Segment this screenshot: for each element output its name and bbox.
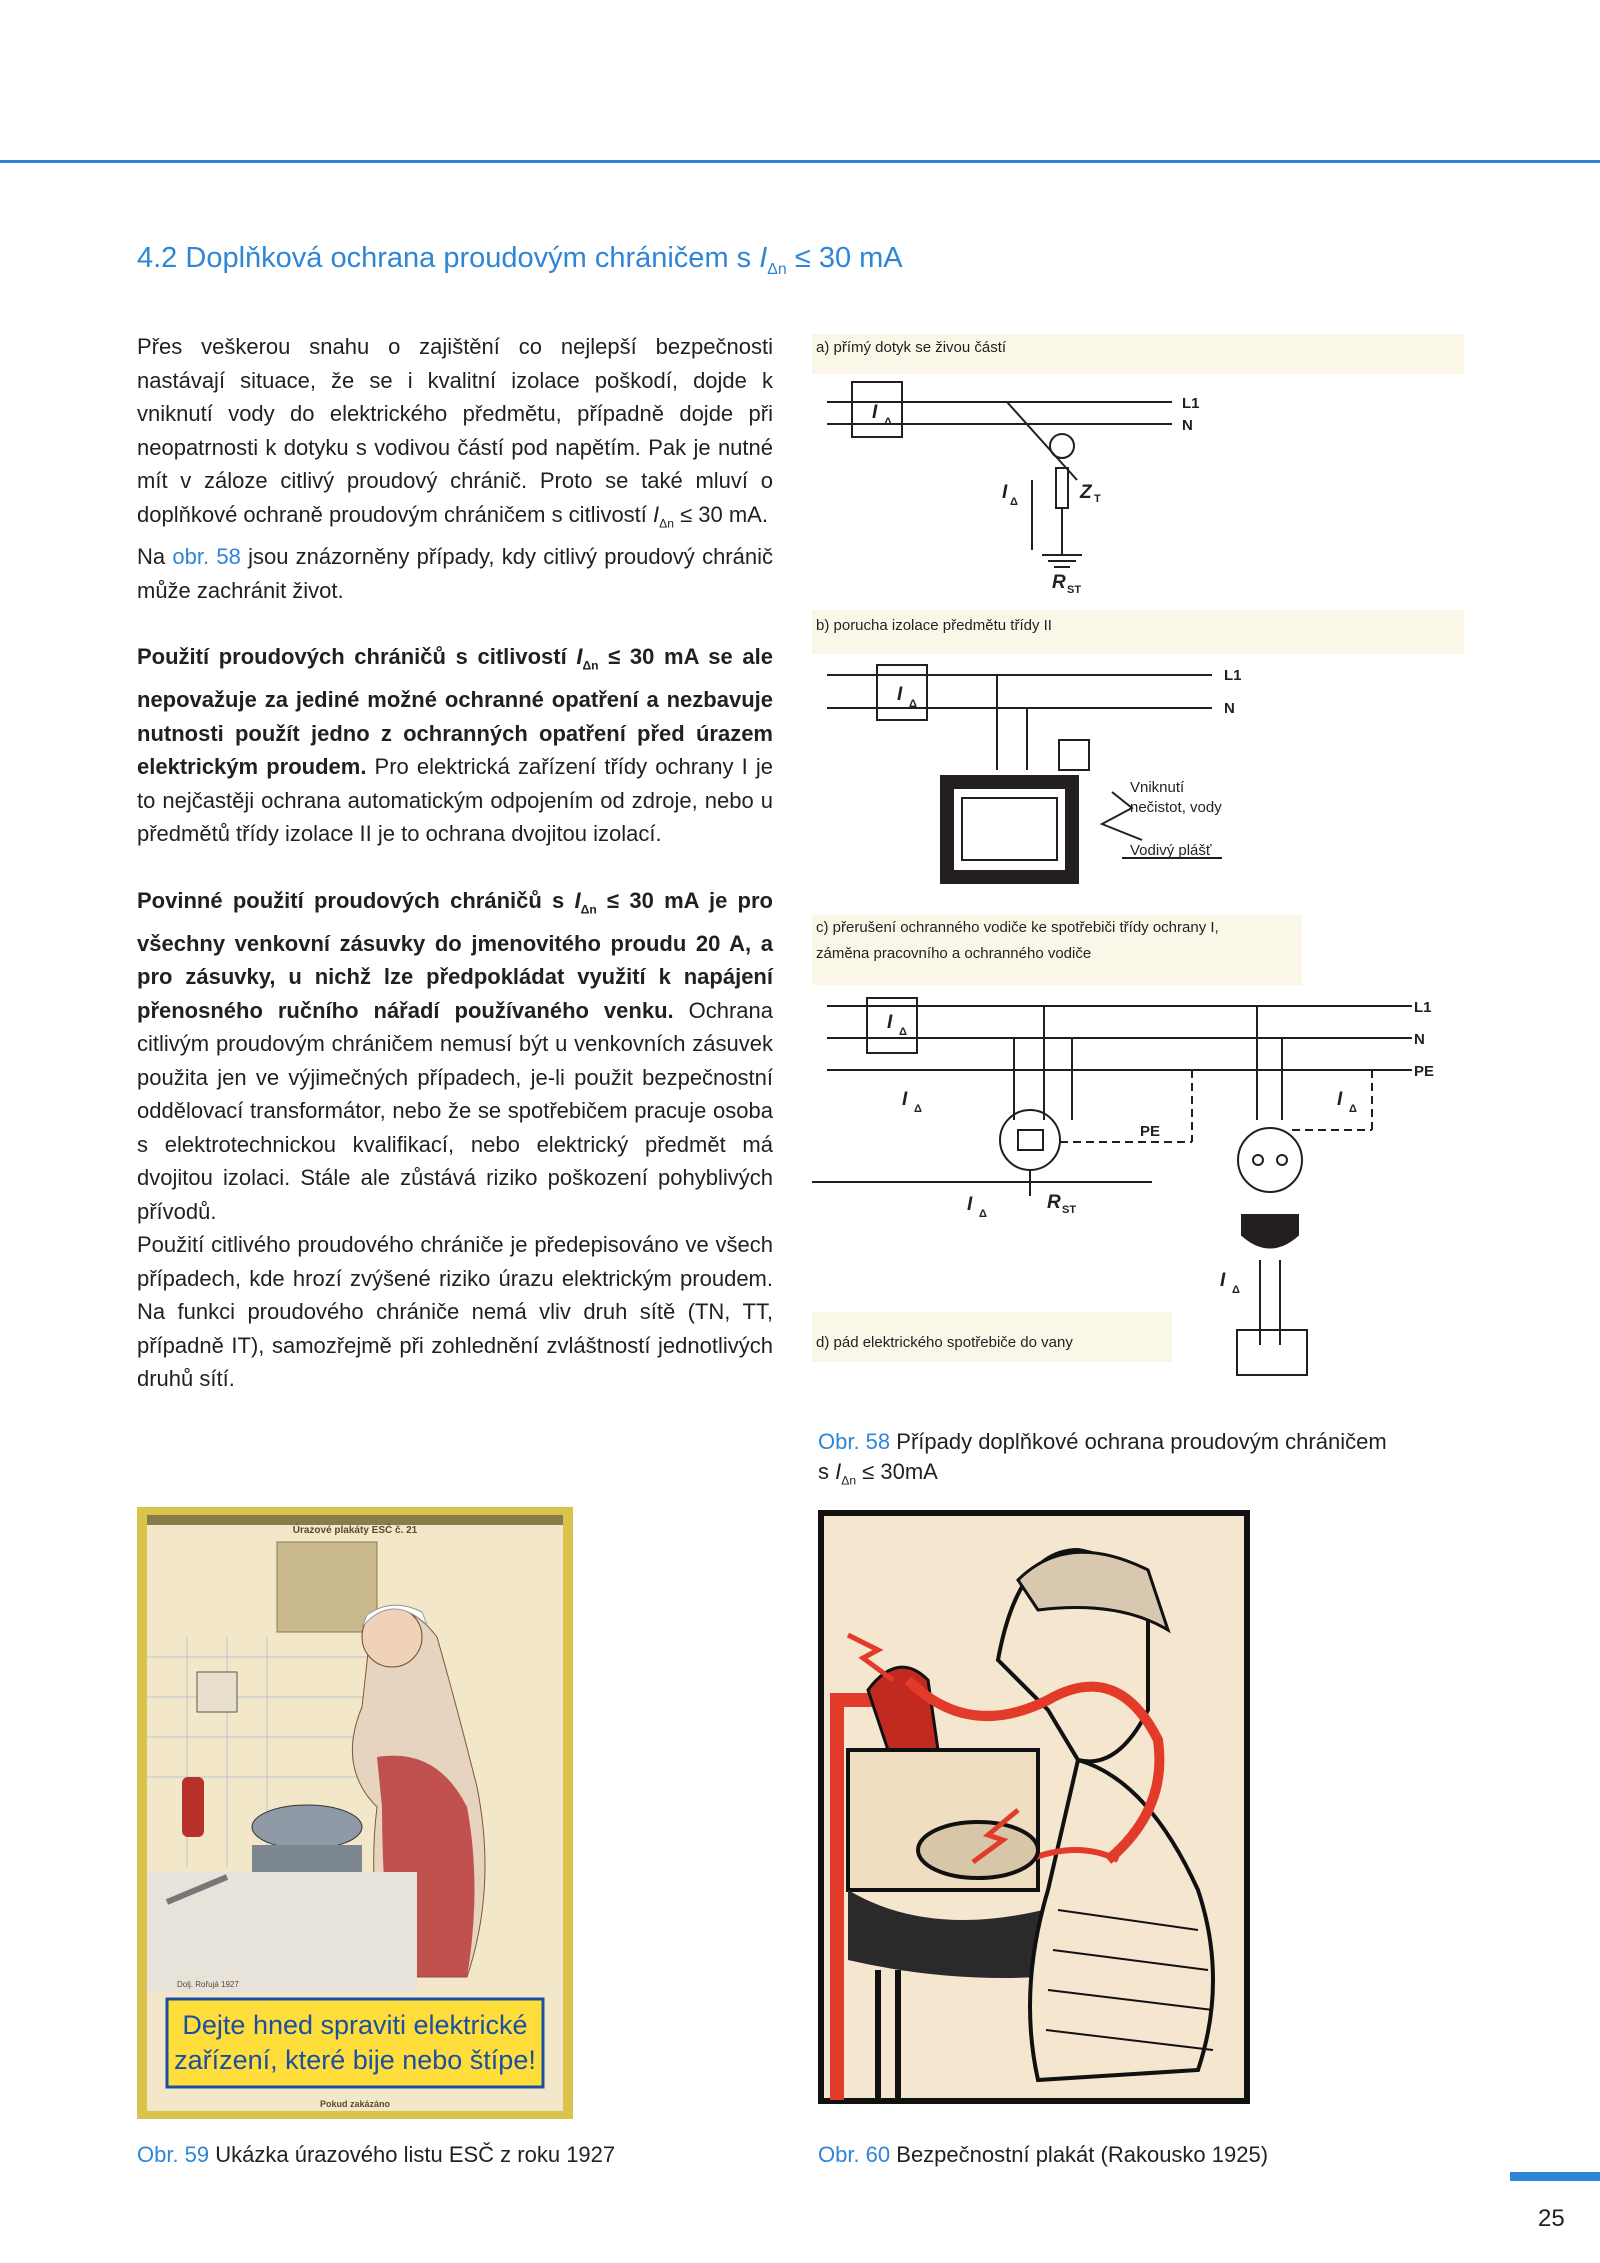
earth-resistance-c: R [1047,1192,1061,1213]
svg-text:Δ: Δ [1010,496,1018,508]
svg-text:T: T [1094,493,1101,505]
figure-59-caption: Obr. 59 Ukázka úrazového listu ESČ z roku 1927 [137,2142,616,2167]
paragraph-intro: Přes veškerou snahu o zajištění co nejlepší bezpečnosti nastávají situace, že se i kvalitní izolace poškodí, dojde k vniknutí vody do elektrického předmětu, případně dojde při neopatrnosti k dotyku s vodivou částí pod napětím. Pak je nutné mít v záloze citlivý proudový chránič. Proto se také mluví o doplňkové ochraně proudovým chráničem s citlivostí $I_{\Delta n} \le 30$ mA. [137,334,773,530]
paragraph-mandatory: Povinné použití proudových chráničů s $I_{\Delta n} \le 30$ mA je pro všechny venkovní zásuvky do jmenovitého proudu 20 A, a pro zásuvky, u nichž lze předpokládat využití k napájení přenosného ručního nářadí používaného venku. Ochrana citlivým proudovým chráničem nemusí být u venkovních zásuvek použita jen ve výjimečných případech, je-li použit bezpečnostní oddělovací transformátor, nebo že se spotřebičem pracuje osoba s elektrotechnickou kvalifikací, nebo elektrický předmět má dvojitou izolaci. Stále ale zůstává riziko poškození pohyblivých přívodů. [137,887,773,1224]
svg-text:Δ: Δ [1349,1103,1357,1115]
label-l1-c: L1 [1414,999,1432,1016]
panel-d-label: d) pád elektrického spotřebiče do vany [816,1334,1073,1351]
poster-footer: Pokud zakázáno [319,2099,391,2109]
panel-c-label-2: záměna pracovního a ochranného vodiče [816,945,1092,962]
ingress-label-2: nečistot, vody [1130,799,1222,816]
paragraph-usage: Použití proudových chráničů s citlivostí $I_{\Delta n} \le 30$ mA se ale nepovažuje za jediné možné ochranné opatření a nezbavuje nutnosti použít jedno z ochranných opatření před úrazem elektrickým proudem. Pro elektrická zařízení třídy ochrany I je to nejčastěji ochrana automatickým odpojením od zdroje, nebo u předmětů třídy izolace II je to ochrana dvojitou izolací. [137,644,773,847]
poster-signature: Dolj. Rořujá 1927 [177,1980,239,1989]
body-impedance-label: Z [1080,482,1092,503]
svg-text:ST: ST [1067,584,1082,596]
fault-current-c: I [902,1089,908,1110]
label-l1-a: L1 [1182,395,1200,412]
rcd-symbol-b: I [897,684,903,705]
figure-60-caption: Obr. 60 Bezpečnostní plakát (Rakousko 1925) [818,2142,1269,2167]
poster-austria-1925 [818,1510,1250,2104]
section-heading: 4.2 Doplňková ochrana proudovým chráničem s $I_{\Delta n} \le 30$ mA [137,242,903,279]
panel-c-label-1: c) přerušení ochranného vodiče ke spotřebiči třídy ochrany I, [816,919,1219,936]
poster-header: Úrazové plakáty ESČ č. 21 [292,1525,418,1536]
fault-current-bath: I [1220,1270,1226,1291]
svg-text:Δ: Δ [914,1103,922,1115]
poster-esc-1927 [137,1507,573,2119]
svg-text:Δ: Δ [909,698,917,710]
poster-slogan-line2: zařízení, které bije nebo štípe! [174,2045,536,2075]
svg-text:Δ: Δ [1232,1284,1240,1296]
label-pe-broken: PE [1140,1123,1161,1140]
svg-text:Δ: Δ [979,1208,987,1220]
fault-current-socket: I [1337,1089,1343,1110]
label-n-c: N [1414,1031,1425,1048]
paragraph-general: Použití citlivého proudového chrániče je předepisováno ve všech případech, kde hrozí zvýšené riziko úrazu elektrickým proudem. Na funkci proudového chrániče nemá vliv druh sítě (TN, TT, případně IT), samozřejmě při zohlednění zvláštností jednotlivých druhů sítí. [137,1232,773,1392]
svg-text:Δ: Δ [884,416,892,428]
rcd-diagram [812,330,1472,1380]
label-pe-c: PE [1414,1063,1435,1080]
fault-current-ground: I [967,1194,973,1215]
panel-a-label: a) přímý dotyk se živou částí [816,339,1007,356]
poster-slogan-line1: Dejte hned spraviti elektrické [182,2010,528,2040]
label-l1-b: L1 [1224,667,1242,684]
paragraph-reference: Na obr. 58 jsou znázorněny případy, kdy citlivý proudový chránič může zachránit život. [137,544,773,603]
svg-text:ST: ST [1062,1204,1077,1216]
label-n-b: N [1224,700,1235,717]
earth-resistance-a: R [1052,572,1066,593]
ingress-label-1: Vniknutí [1130,779,1185,796]
figure-58-caption: Obr. 58 Případy doplňkové ochrana proudovým chráničem s $I_{\Delta n} \le 30mA$ [818,1429,1387,1488]
rcd-symbol-a: I [872,402,878,423]
figure-link[interactable]: obr. 58 [172,544,241,570]
conductive-shell-label: Vodivý plášť [1130,842,1212,859]
panel-b-label: b) porucha izolace předmětu třídy II [816,617,1052,634]
svg-text:Δ: Δ [899,1026,907,1038]
fault-current-a: I [1002,482,1008,503]
label-n-a: N [1182,417,1193,434]
rcd-symbol-c: I [887,1012,893,1033]
page-number: 25 [1538,2205,1565,2232]
body-text [137,330,773,1396]
page-number-bar [1510,2172,1600,2181]
header-rule [0,160,1600,163]
